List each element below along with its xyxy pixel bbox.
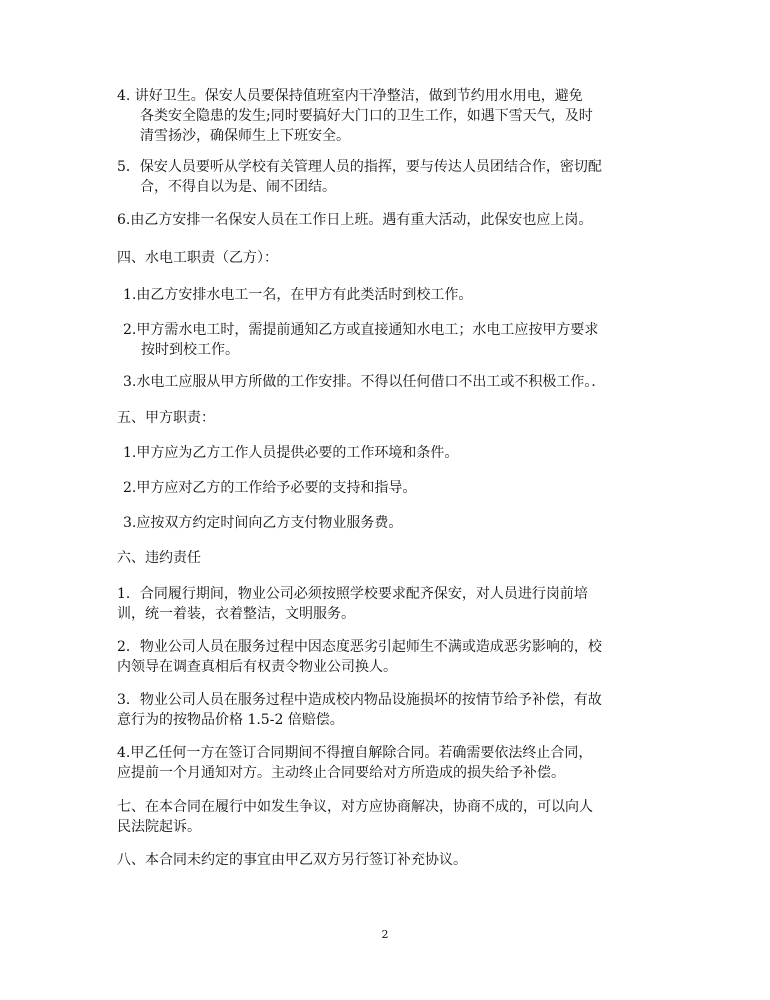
text-line: 3．物业公司人员在服务过程中造成校内物品设施损坏的按情节给予补偿，有故 xyxy=(117,692,602,708)
section-heading-electrician xyxy=(117,248,278,268)
text-line: 1.由乙方安排水电工一名，在甲方有此类活时到校工作。 xyxy=(123,287,473,303)
text-line: 4.甲乙任何一方在签订合同期间不得擅自解除合同。若确需要依法终止合同， xyxy=(117,745,593,761)
paragraph-breach-2 xyxy=(117,637,602,677)
paragraph-electrician-2 xyxy=(123,320,598,360)
paragraph-party-a-1 xyxy=(123,443,458,463)
text-line: 2.甲方需水电工时，需提前通知乙方或直接通知水电工；水电工应按甲方要求 xyxy=(123,322,599,338)
text-line: 4. 讲好卫生。保安人员要保持值班室内干净整洁，做到节约用水用电，避免 xyxy=(117,88,583,104)
paragraph-security-hygiene xyxy=(117,86,593,146)
text-line: 1．合同履行期间，物业公司必须按照学校要求配齐保安，对人员进行岗前培 xyxy=(117,586,588,602)
paragraph-breach-3 xyxy=(117,690,602,730)
paragraph-electrician-1 xyxy=(123,285,472,305)
text-line: 3.应按双方约定时间向乙方支付物业服务费。 xyxy=(123,515,403,531)
paragraph-electrician-3 xyxy=(123,372,605,392)
text-line: 清雪扬沙，确保师生上下班安全。 xyxy=(140,128,350,144)
text-line: 七、在本合同在履行中如发生争议，对方应协商解决，协商不成的，可以向人 xyxy=(117,799,593,815)
text-line: 6.由乙方安排一名保安人员在工作日上班。遇有重大活动，此保安也应上岗。 xyxy=(117,212,593,228)
text-line: 1.甲方应为乙方工作人员提供必要的工作环境和条件。 xyxy=(123,445,459,461)
text-line: 各类安全隐患的发生;同时要搞好大门口的卫生工作，如遇下雪天气，及时 xyxy=(140,108,593,124)
text-line: 2．物业公司人员在服务过程中因态度恶劣引起师生不满或造成恶劣影响的，校 xyxy=(117,639,602,655)
paragraph-supplement xyxy=(117,850,467,870)
text-line: 民法院起诉。 xyxy=(117,819,201,835)
text-line: 5．保安人员要听从学校有关管理人员的指挥，要与传达人员团结合作，密切配 xyxy=(117,159,602,175)
paragraph-breach-4 xyxy=(117,743,592,783)
section-heading: 四、水电工职责（乙方）： xyxy=(117,250,278,266)
paragraph-security-duty xyxy=(117,210,592,230)
text-line: 3.水电工应服从甲方所做的工作安排。不得以任何借口不出工或不积极工作。． xyxy=(123,374,606,390)
text-line: 意行为的按物品价格 1.5-2 倍赔偿。 xyxy=(117,712,344,728)
paragraph-security-cooperation xyxy=(117,157,602,197)
text-line: 应提前一个月通知对方。主动终止合同要给对方所造成的损失给予补偿。 xyxy=(117,765,565,781)
section-heading-party-a xyxy=(117,408,215,428)
text-line: 按时到校工作。 xyxy=(141,342,239,358)
text-line: 训，统一着装，衣着整洁，文明服务。 xyxy=(117,606,355,622)
section-heading: 五、甲方职责： xyxy=(117,410,215,426)
paragraph-breach-1 xyxy=(117,584,588,624)
section-heading: 六、违约责任 xyxy=(117,550,201,566)
section-heading-breach xyxy=(117,548,201,568)
text-line: 八、本合同未约定的事宜由甲乙双方另行签订补充协议。 xyxy=(117,852,467,868)
text-line: 合，不得自以为是、闹不团结。 xyxy=(140,179,336,195)
page-number: 2 xyxy=(381,928,389,941)
text-line: 内领导在调查真相后有权责令物业公司换人。 xyxy=(117,659,397,675)
paragraph-party-a-2 xyxy=(123,478,416,498)
text-line: 2.甲方应对乙方的工作给予必要的支持和指导。 xyxy=(123,480,417,496)
paragraph-party-a-3 xyxy=(123,513,402,533)
paragraph-dispute xyxy=(117,797,593,837)
